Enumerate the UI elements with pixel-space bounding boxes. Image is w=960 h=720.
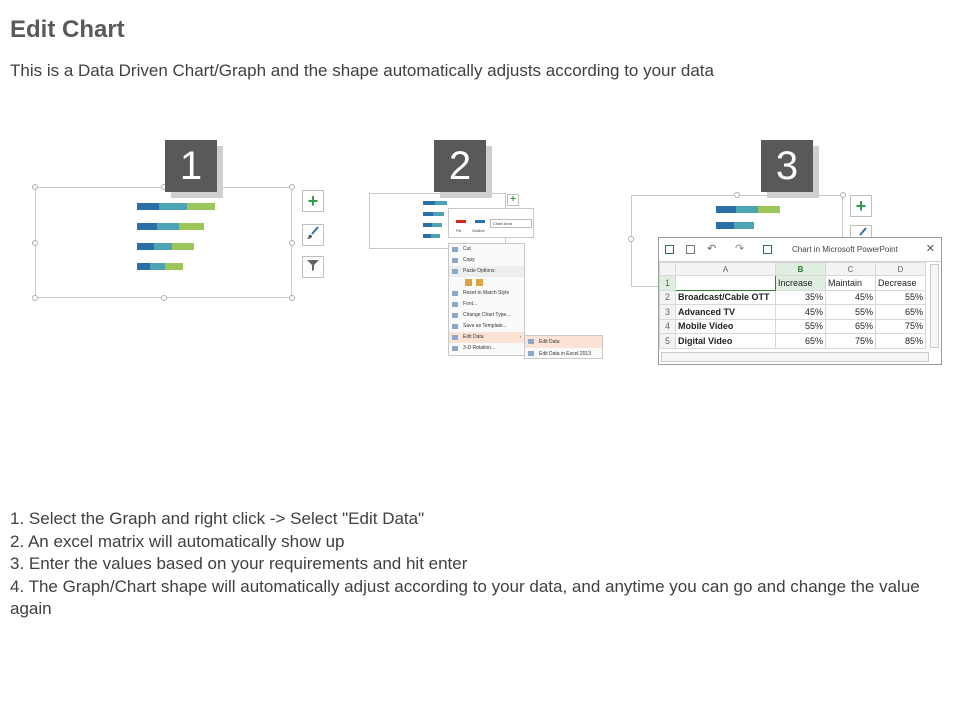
- horizontal-scrollbar[interactable]: [661, 352, 929, 362]
- edit-data-submenu: [524, 335, 603, 359]
- bar: [137, 223, 157, 230]
- table-row: [660, 319, 926, 334]
- cut-icon: [452, 247, 458, 252]
- edit-in-excel-icon[interactable]: [763, 245, 772, 254]
- step-number-badge: 3: [761, 140, 813, 192]
- chart-elements-plus-icon[interactable]: +: [302, 190, 324, 212]
- chart-filter-icon[interactable]: [302, 256, 324, 278]
- reset-icon: [452, 291, 458, 296]
- spreadsheet-grid: [659, 262, 926, 349]
- vertical-scrollbar[interactable]: [930, 264, 939, 348]
- fill-label: Fill: [456, 228, 462, 233]
- cell[interactable]: Increase: [776, 276, 826, 291]
- bar: [157, 223, 179, 230]
- row-header[interactable]: 1: [660, 276, 676, 291]
- menu-item-font[interactable]: Font...: [449, 299, 524, 310]
- cell[interactable]: Digital Video: [676, 334, 776, 349]
- bar: [423, 201, 435, 205]
- mini-toolbar: [448, 208, 534, 238]
- bar: [154, 243, 172, 250]
- bar: [433, 212, 444, 216]
- cell[interactable]: 55%: [776, 319, 826, 334]
- resize-handle[interactable]: [32, 295, 38, 301]
- cell[interactable]: 65%: [776, 334, 826, 349]
- cell[interactable]: 35%: [776, 290, 826, 305]
- excel-window: [658, 237, 942, 365]
- cell[interactable]: Mobile Video: [676, 319, 776, 334]
- menu-item-reset-style[interactable]: Reset to Match Style: [449, 288, 524, 299]
- row-header[interactable]: 3: [660, 305, 676, 320]
- excel-icon: [528, 351, 534, 356]
- bar: [736, 206, 758, 213]
- bar: [435, 201, 447, 205]
- context-menu: [448, 243, 525, 356]
- bar: [758, 206, 780, 213]
- outline-label: Outline: [472, 228, 485, 233]
- resize-handle[interactable]: [289, 184, 295, 190]
- row-header[interactable]: 4: [660, 319, 676, 334]
- submenu-item-edit-data[interactable]: Edit Data: [525, 336, 602, 348]
- resize-handle[interactable]: [161, 295, 167, 301]
- column-header[interactable]: D: [876, 263, 926, 276]
- cell[interactable]: 45%: [776, 305, 826, 320]
- bar: [432, 223, 442, 227]
- instruction-step: 1. Select the Graph and right click -> Select "Edit Data": [10, 509, 425, 528]
- chart-elements-plus-icon[interactable]: +: [850, 195, 872, 217]
- cell[interactable]: 55%: [826, 305, 876, 320]
- excel-chart-icon: [665, 245, 674, 254]
- menu-item-paste-options[interactable]: Paste Options:: [449, 266, 524, 277]
- template-icon: [452, 324, 458, 329]
- bar: [137, 203, 159, 210]
- row-header[interactable]: 2: [660, 290, 676, 305]
- cell[interactable]: 45%: [826, 290, 876, 305]
- bar: [734, 222, 754, 229]
- bar: [187, 203, 215, 210]
- column-header[interactable]: C: [826, 263, 876, 276]
- cell[interactable]: [676, 276, 776, 291]
- table-row: [660, 305, 926, 320]
- submenu-item-edit-data-excel[interactable]: Edit Data in Excel 2013: [525, 348, 602, 360]
- bar: [431, 234, 440, 238]
- fill-icon[interactable]: [456, 213, 466, 223]
- paste-keep-icon[interactable]: [465, 279, 472, 286]
- resize-handle[interactable]: [32, 184, 38, 190]
- cell[interactable]: Advanced TV: [676, 305, 776, 320]
- resize-handle[interactable]: [628, 236, 634, 242]
- cell[interactable]: 75%: [876, 319, 926, 334]
- excel-titlebar: [659, 238, 941, 262]
- paste-picture-icon[interactable]: [476, 279, 483, 286]
- chart-area-select[interactable]: Chart Area: [490, 219, 532, 228]
- menu-item-edit-data[interactable]: Edit Data ›: [449, 332, 524, 343]
- cell[interactable]: 85%: [876, 334, 926, 349]
- chart-styles-brush-icon[interactable]: [302, 224, 324, 246]
- cell[interactable]: 65%: [876, 305, 926, 320]
- column-header[interactable]: A: [676, 263, 776, 276]
- bar: [423, 223, 432, 227]
- cell[interactable]: Broadcast/Cable OTT: [676, 290, 776, 305]
- bar: [159, 203, 187, 210]
- instruction-step: 3. Enter the values based on your requirements and hit enter: [10, 554, 468, 573]
- bar: [137, 263, 150, 270]
- bar: [165, 263, 183, 270]
- save-icon[interactable]: [686, 245, 695, 254]
- bar: [179, 223, 204, 230]
- chart-frame[interactable]: [35, 187, 292, 298]
- step-number-badge: 2: [434, 140, 486, 192]
- chart-type-icon: [452, 313, 458, 318]
- font-icon: [452, 302, 458, 307]
- bar: [150, 263, 165, 270]
- instruction-step: 2. An excel matrix will automatically show up: [10, 531, 345, 551]
- chevron-right-icon: ›: [519, 334, 521, 340]
- paste-icon: [452, 269, 458, 274]
- menu-item-3d-rotation[interactable]: 3-D Rotation...: [449, 343, 524, 354]
- table-row: [660, 290, 926, 305]
- corner-cell[interactable]: [660, 263, 676, 276]
- resize-handle[interactable]: [289, 240, 295, 246]
- excel-window-title: Chart in Microsoft PowerPoint: [792, 245, 898, 254]
- resize-handle[interactable]: [32, 240, 38, 246]
- outline-icon[interactable]: [475, 213, 485, 223]
- instructions: [10, 508, 950, 621]
- page-subtitle: This is a Data Driven Chart/Graph and the shape automatically adjusts according to your data: [10, 61, 714, 80]
- bar: [716, 206, 736, 213]
- cell[interactable]: 65%: [826, 319, 876, 334]
- page-title: Edit Chart: [10, 16, 125, 43]
- edit-data-icon: [528, 339, 534, 344]
- undo-icon[interactable]: ↶: [707, 243, 717, 255]
- cell[interactable]: Decrease: [876, 276, 926, 291]
- cell[interactable]: 75%: [826, 334, 876, 349]
- menu-item-copy[interactable]: Copy: [449, 255, 524, 266]
- close-icon[interactable]: ✕: [925, 243, 935, 255]
- chart-elements-plus-icon[interactable]: +: [507, 194, 519, 206]
- table-row: [660, 334, 926, 349]
- row-header[interactable]: 5: [660, 334, 676, 349]
- instruction-step: 4. The Graph/Chart shape will automatically adjust according to your data, and anytime you can go and change the value again: [10, 576, 920, 618]
- bar: [423, 234, 431, 238]
- cell[interactable]: Maintain: [826, 276, 876, 291]
- bar: [716, 222, 734, 229]
- edit-data-icon: [452, 335, 458, 340]
- resize-handle[interactable]: [289, 295, 295, 301]
- bar: [137, 243, 154, 250]
- resize-handle[interactable]: [734, 192, 740, 198]
- cell[interactable]: 55%: [876, 290, 926, 305]
- menu-item-cut[interactable]: Cut: [449, 244, 524, 255]
- step-number-badge: 1: [165, 140, 217, 192]
- copy-icon: [452, 258, 458, 263]
- menu-item-change-chart-type[interactable]: Change Chart Type...: [449, 310, 524, 321]
- paste-icons-row[interactable]: [449, 277, 524, 288]
- column-header[interactable]: B: [776, 263, 826, 276]
- bar: [172, 243, 194, 250]
- redo-icon[interactable]: ↷: [735, 243, 745, 255]
- menu-item-save-template[interactable]: Save as Template...: [449, 321, 524, 332]
- resize-handle[interactable]: [840, 192, 846, 198]
- bar: [423, 212, 433, 216]
- rotation-icon: [452, 346, 458, 351]
- table-row: [660, 276, 926, 291]
